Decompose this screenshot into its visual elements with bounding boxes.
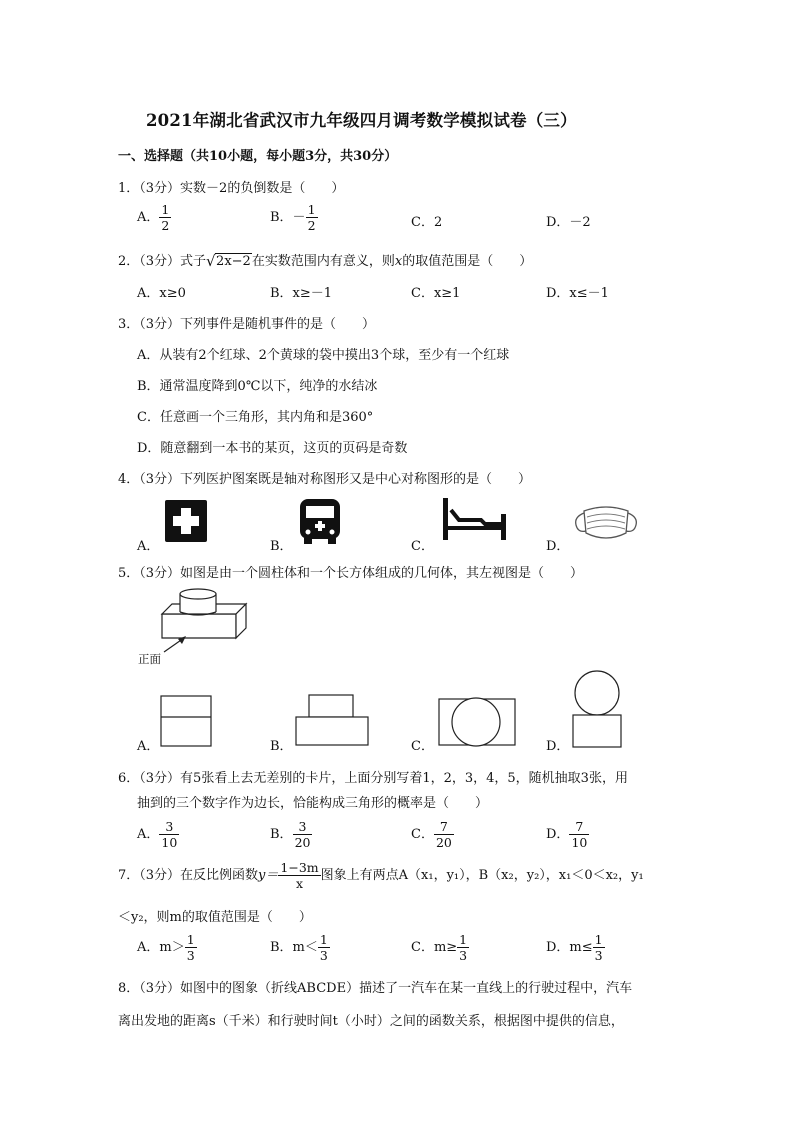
front-view-label: 正面	[138, 652, 161, 666]
variable: y＝	[258, 868, 279, 883]
option-label: B．－	[270, 210, 306, 225]
question-5-stem: 5．（3分）如图是由一个圆柱体和一个长方体组成的几何体，其左视图是（ ）	[118, 566, 584, 581]
question-6-line2: 抽到的三个数字作为边长，恰能构成三角形的概率是（ ）	[137, 796, 489, 811]
medical-cross-icon	[165, 500, 207, 542]
fraction: $\frac{3}{10}$	[161, 819, 178, 850]
question-4-option-b[interactable]: B．	[270, 539, 293, 554]
option-label: B．m＜	[270, 940, 318, 955]
view-b-figure	[295, 694, 369, 748]
fraction: $\frac{1}{3}$	[594, 932, 603, 963]
question-3-option-b[interactable]: B．通常温度降到0℃以下，纯净的水结冰	[137, 379, 378, 394]
question-5-option-b[interactable]: B．	[270, 739, 293, 754]
question-7-option-c[interactable]	[411, 932, 469, 963]
question-7-line1	[118, 860, 644, 891]
question-1-option-c[interactable]: C．2	[411, 215, 443, 230]
question-5-option-c[interactable]: C．	[411, 739, 434, 754]
question-2-option-d[interactable]: D．x≤－1	[546, 286, 609, 301]
question-2-option-c[interactable]: C．x≥1	[411, 286, 461, 301]
stem-text: 7．（3分）在反比例函数	[118, 868, 259, 883]
page-title: 2021年湖北省武汉市九年级四月调考数学模拟试卷（三）	[146, 111, 577, 130]
question-7-line2: ＜y₂，则m的取值范围是（ ）	[118, 910, 312, 925]
view-d-figure	[570, 671, 626, 751]
question-6-line1: 6．（3分）有5张看上去无差别的卡片，上面分别写着1，2，3，4，5，随机抽取3张，用	[118, 771, 628, 786]
fraction: $\frac{1}{3}$	[186, 932, 195, 963]
fraction: $\frac{1}{3}$	[459, 932, 468, 963]
option-label: A．	[137, 827, 160, 842]
variable: x	[394, 254, 403, 269]
option-label: A．m＞	[137, 940, 185, 955]
question-7-option-a[interactable]	[137, 932, 197, 963]
question-6-option-a[interactable]	[137, 819, 179, 850]
view-a-figure	[160, 695, 212, 747]
question-7-option-d[interactable]	[546, 932, 605, 963]
question-8-line2: 离出发地的距离s（千米）和行驶时间t（小时）之间的函数关系，根据图中提供的信息，	[118, 1014, 624, 1029]
question-3-option-d[interactable]: D．随意翻到一本书的某页，这页的页码是奇数	[137, 441, 408, 456]
hospital-bed-icon	[441, 498, 509, 542]
section-heading: 一、选择题（共10小题，每小题3分，共30分）	[118, 149, 398, 164]
stem-text: 的取值范围是（ ）	[402, 254, 533, 269]
question-4-option-c[interactable]: C．	[411, 539, 434, 554]
question-7-option-b[interactable]	[270, 932, 330, 963]
question-1-option-b[interactable]	[270, 202, 318, 233]
question-6-option-b[interactable]	[270, 819, 312, 850]
question-4-option-d[interactable]: D．	[546, 539, 570, 554]
question-1-option-a[interactable]	[137, 202, 171, 233]
solid-figure-diagram	[150, 588, 250, 668]
stem-text: 2．（3分）式子	[118, 254, 207, 269]
face-mask-icon	[572, 503, 640, 543]
option-label: D．	[546, 827, 570, 842]
stem-text: 图象上有两点A（x₁，y₁），B（x₂，y₂），x₁＜0＜x₂，y₁	[320, 868, 644, 883]
question-3-option-c[interactable]: C．任意画一个三角形，其内角和是360°	[137, 410, 374, 425]
question-5-option-a[interactable]: A．	[137, 739, 160, 754]
option-label: A．	[137, 210, 160, 225]
question-4-option-a[interactable]: A．	[137, 539, 160, 554]
question-8-line1: 8．（3分）如图中的图象（折线ABCDE）描述了一汽车在某一直线上的行驶过程中，汽车	[118, 981, 633, 996]
question-6-option-d[interactable]	[546, 819, 589, 850]
option-label: B．	[270, 827, 293, 842]
fraction: $\frac{1}{2}$	[161, 202, 170, 233]
stem-text: 在实数范围内有意义，则	[251, 254, 395, 269]
fraction: $\frac{3}{20}$	[294, 819, 311, 850]
view-c-figure	[438, 698, 518, 748]
fraction: $\frac{1}{2}$	[307, 202, 316, 233]
question-2-stem	[118, 250, 532, 269]
square-root: √ 2x−2	[206, 254, 252, 269]
option-label: C．m≥	[411, 940, 458, 955]
question-2-option-b[interactable]: B．x≥－1	[270, 286, 333, 301]
question-3-option-a[interactable]: A．从装有2个红球、2个黄球的袋中摸出3个球，至少有一个红球	[137, 348, 510, 363]
question-1-option-d[interactable]: D．－2	[546, 215, 591, 230]
question-1-stem: 1．（3分）实数－2的负倒数是（ ）	[118, 181, 345, 196]
question-2-option-a[interactable]: A．x≥0	[137, 286, 186, 301]
question-4-stem: 4．（3分）下列医护图案既是轴对称图形又是中心对称图形的是（ ）	[118, 472, 532, 487]
question-3-stem: 3．（3分）下列事件是随机事件的是（ ）	[118, 317, 376, 332]
fraction: $\frac{1-3m}{x}$	[280, 860, 319, 891]
fraction: $\frac{7}{20}$	[435, 819, 452, 850]
option-label: C．	[411, 827, 434, 842]
question-6-option-c[interactable]	[411, 819, 454, 850]
ambulance-bus-icon	[298, 497, 342, 545]
fraction: $\frac{1}{3}$	[319, 932, 328, 963]
option-label: D．m≤	[546, 940, 593, 955]
question-5-option-d[interactable]: D．	[546, 739, 570, 754]
fraction: $\frac{7}{10}$	[571, 819, 588, 850]
